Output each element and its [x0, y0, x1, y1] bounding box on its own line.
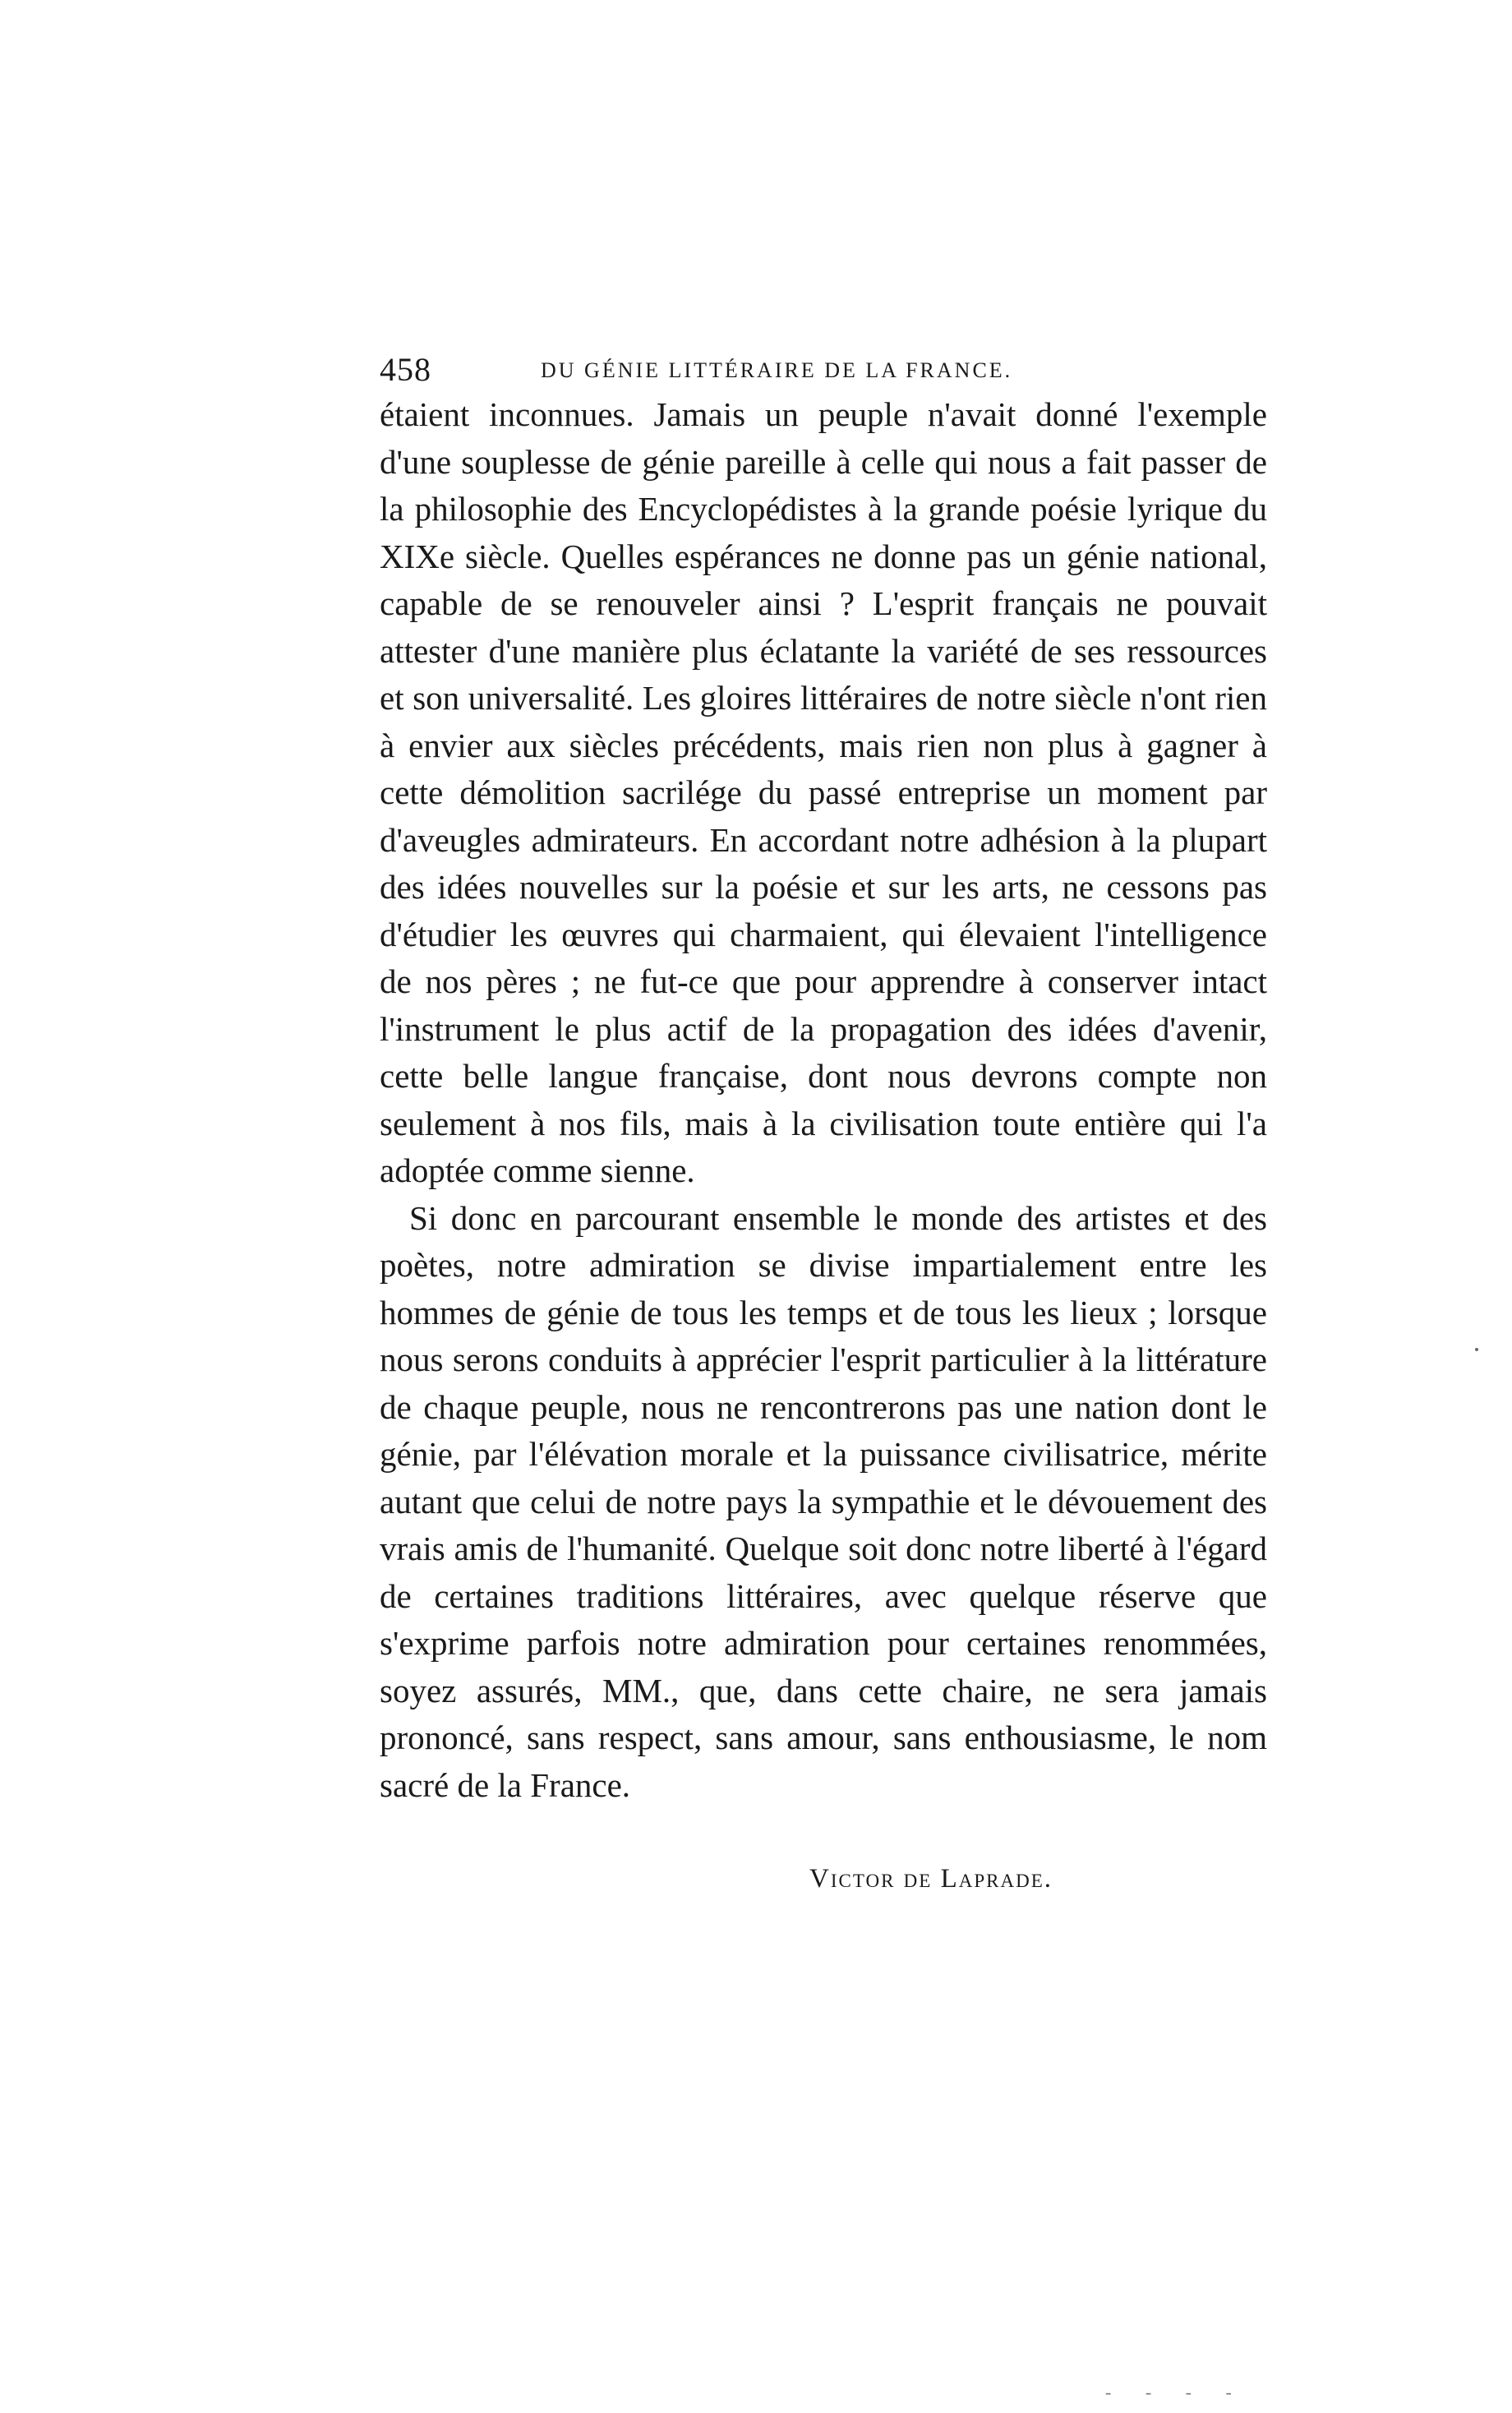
footer-marks: - - - - — [1105, 2382, 1247, 2402]
running-title: DU GÉNIE LITTÉRAIRE DE LA FRANCE. — [541, 358, 1013, 382]
margin-speck — [1475, 1348, 1478, 1351]
running-head — [380, 347, 1095, 393]
author-signature: Victor de Laprade. — [809, 1864, 1053, 1894]
paragraph-conclusion: Si donc en parcourant ensemble le monde des artistes et des poètes, notre admiration se divise impartialement entre les hommes de génie de tous les temps et de tous les lieux ; lorsque nous serons conduits à apprécier l'esprit particulier à la littérature de chaque peuple, nous ne rencontrerons pas une nation dont le génie, par l'élévation morale et la puissance civilisatrice, mérite autant que celui de notre pays la sympathie et le dévouement des vrais amis de l'humanité. Quelque soit donc notre liberté à l'égard de certaines traditions littéraires, avec quelque réserve que s'exprime parfois notre admiration pour certaines renommées, soyez assurés, MM., que, dans cette chaire, ne sera jamais prononcé, sans respect, sans amour, sans enthousiasme, le nom sacré de la France. — [380, 1198, 1267, 1804]
body-text — [380, 391, 1267, 1809]
page-number: 458 — [380, 351, 431, 388]
paragraph-continued: étaient inconnues. Jamais un peuple n'avait donné l'exemple d'une souplesse de génie pareille à celle qui nous a fait passer de la philosophie des Encyclopédistes à la grande poésie lyrique du XIXe siècle. Quelles espérances ne donne pas un génie national, capable de se renouveler ainsi ? L'esprit français ne pouvait attester d'une manière plus éclatante la variété de ses ressources et son universalité. Les gloires littéraires de notre siècle n'ont rien à envier aux siècles précédents, mais rien non plus à gagner à cette démolition sacrilége du passé entreprise un moment par d'aveugles admirateurs. En accordant notre adhésion à la plupart des idées nouvelles sur la poésie et sur les arts, ne cessons pas d'étudier les œuvres qui charmaient, qui élevaient l'intelligence de nos pères ; ne fut-ce que pour apprendre à conserver intact l'instrument le plus actif de la propagation des idées d'avenir, cette belle langue française, dont nous devrons compte non seulement à nos fils, mais à la civilisation toute entière qui l'a adoptée comme sienne. — [380, 395, 1267, 1189]
